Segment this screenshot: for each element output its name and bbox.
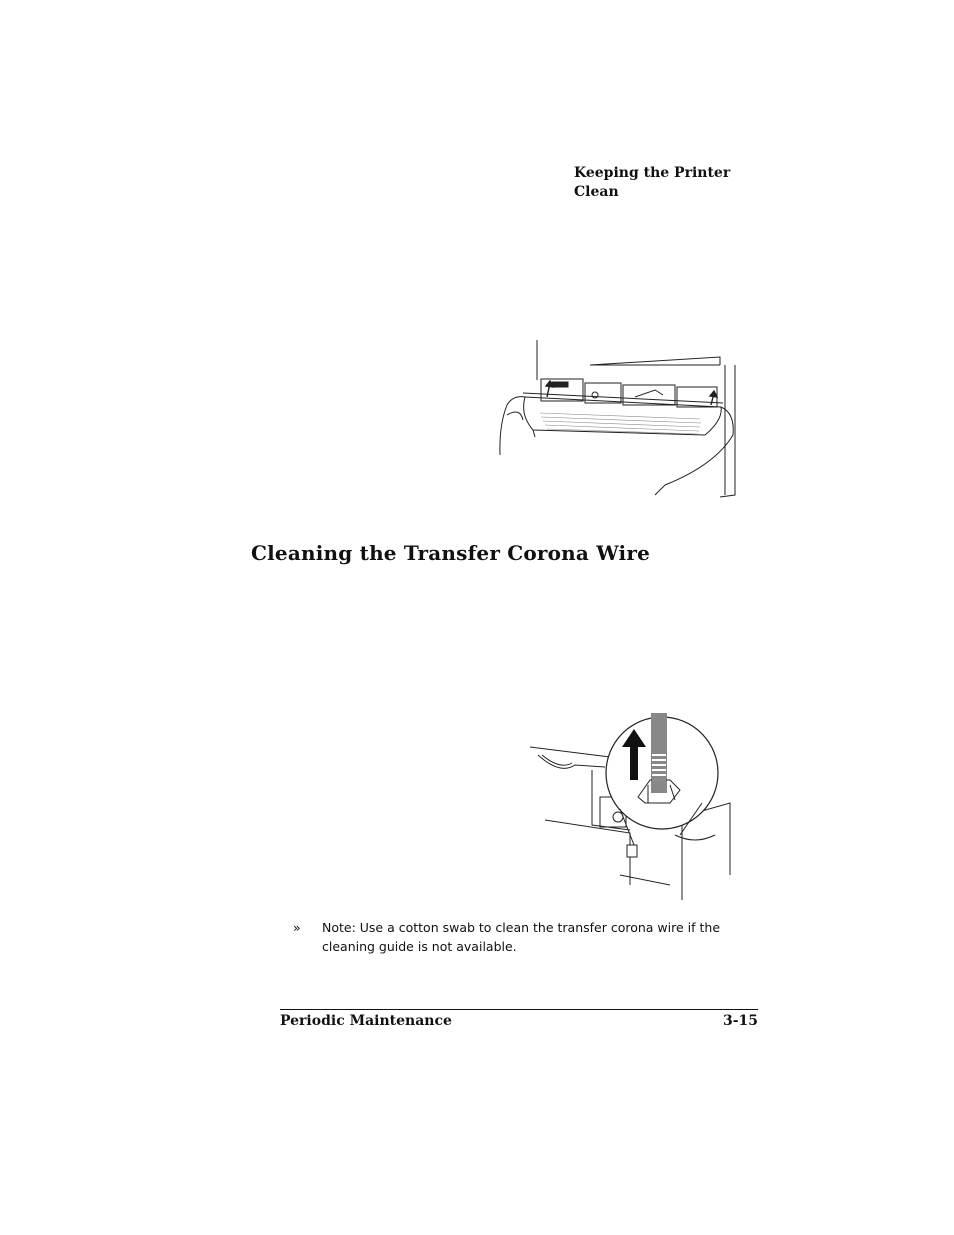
running-head: Keeping the Printer Clean	[574, 165, 731, 200]
note-marker: »	[293, 920, 301, 935]
footer-rule	[280, 1009, 758, 1010]
page-number: 3-15	[722, 1013, 758, 1029]
printer-drawer-illustration	[495, 335, 745, 500]
note	[293, 918, 763, 956]
note-text: Note: Use a cotton swab to clean the transfer corona wire if the cleaning guide is not available.	[322, 920, 721, 954]
footer-chapter: Periodic Maintenance	[280, 1013, 452, 1029]
corona-wire-cleaning-illustration	[530, 685, 760, 900]
section-title: Cleaning the Transfer Corona Wire	[251, 541, 651, 565]
